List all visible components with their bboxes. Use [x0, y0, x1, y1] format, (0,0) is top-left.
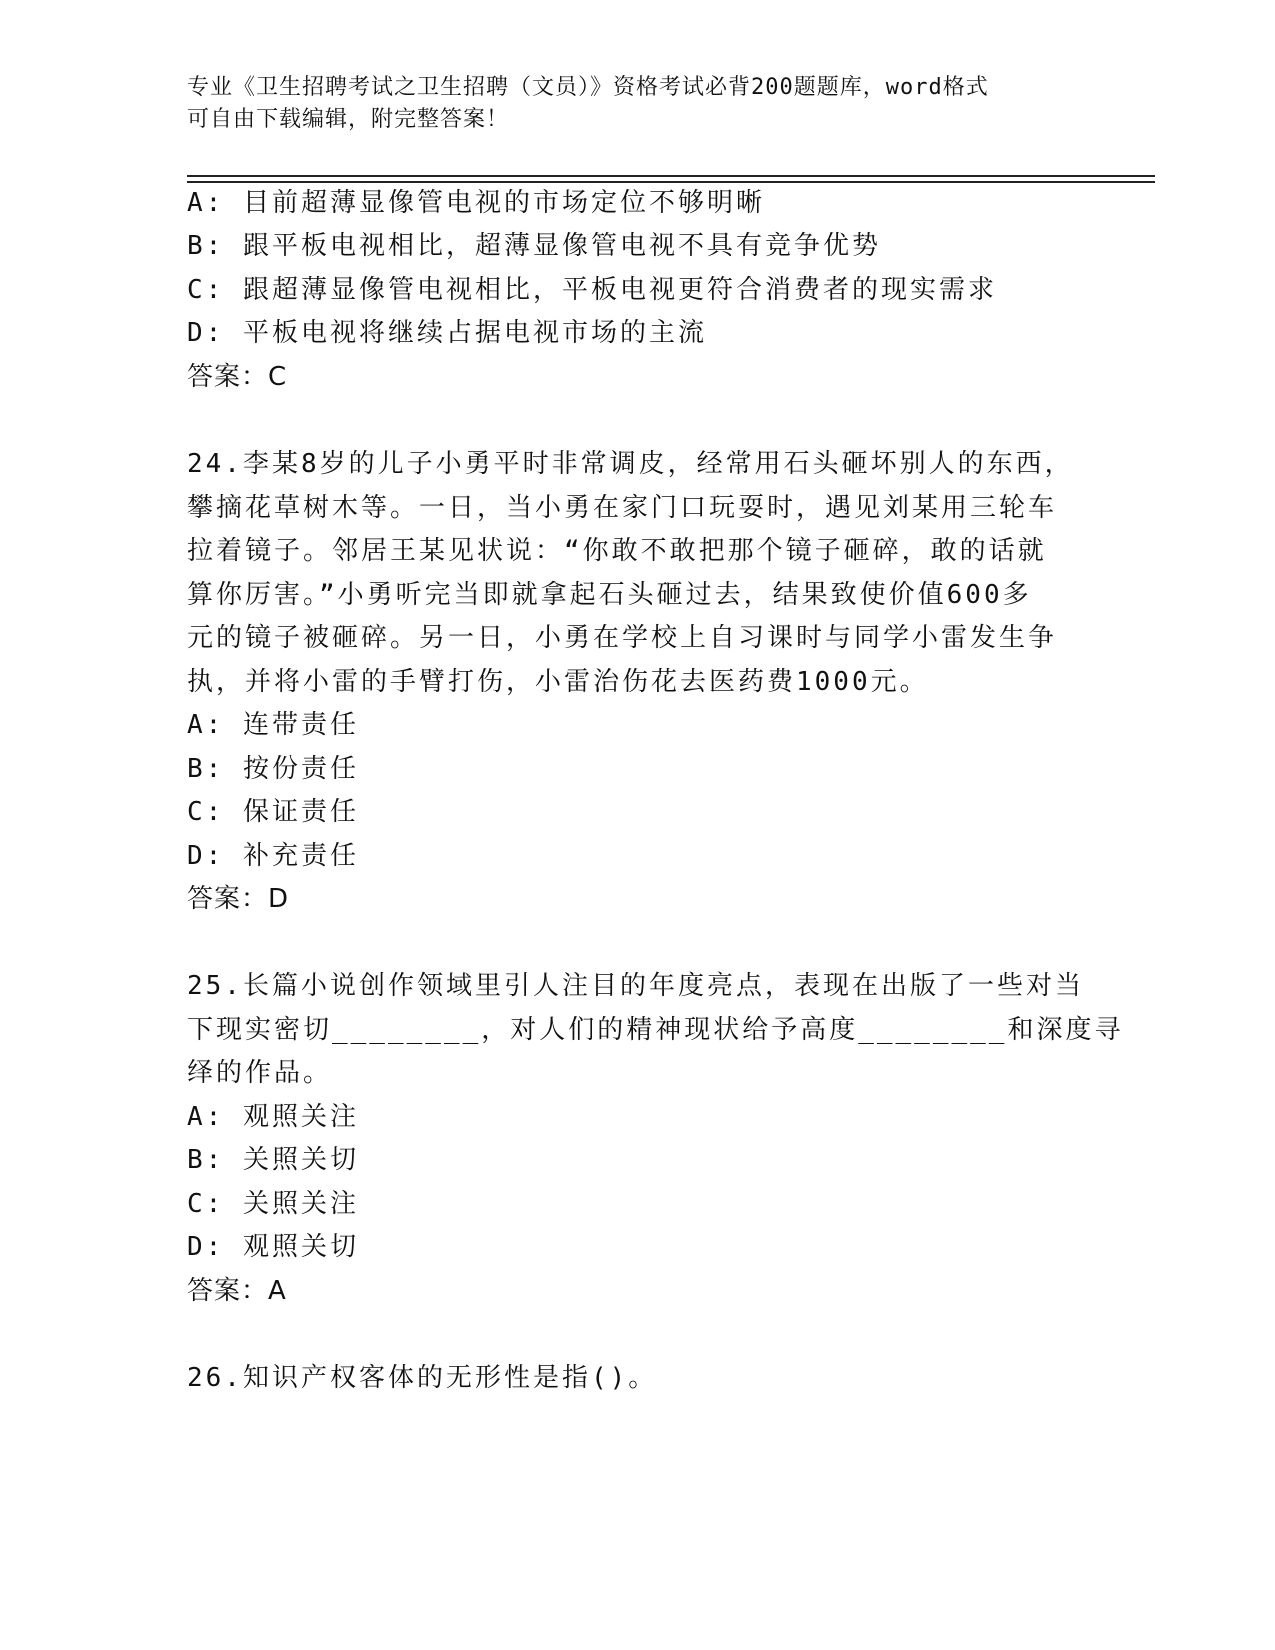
option-a: A: 观照关注: [187, 1102, 359, 1132]
question-stem-line: 26.知识产权客体的无形性是指()。: [187, 1363, 658, 1393]
header-line-2: 可自由下载编辑，附完整答案！: [187, 107, 510, 132]
option-c: C: 跟超薄显像管电视相比，平板电视更符合消费者的现实需求: [187, 275, 997, 305]
option-c: C: 关照关注: [187, 1189, 359, 1219]
question-stem-line: 攀摘花草树木等。一日，当小勇在家门口玩耍时，遇见刘某用三轮车: [187, 493, 1058, 523]
question-stem-line: 25.长篇小说创作领域里引人注目的年度亮点，表现在出版了一些对当: [187, 971, 1084, 1001]
document-header: [187, 72, 1067, 136]
option-d: D: 观照关切: [187, 1232, 359, 1262]
option-a: A: 连带责任: [187, 710, 359, 740]
question-stem-line: 元的镜子被砸碎。另一日，小勇在学校上自习课时与同学小雷发生争: [187, 623, 1058, 653]
option-d: D: 补充责任: [187, 841, 359, 871]
question-stem-line: 绎的作品。: [187, 1058, 333, 1088]
question-stem-line: 执，并将小雷的手臂打伤，小雷治伤花去医药费1000元。: [187, 667, 929, 697]
option-a: A: 目前超薄显像管电视的市场定位不够明晰: [187, 188, 765, 218]
option-b: B: 跟平板电视相比，超薄显像管电视不具有竞争优势: [187, 231, 881, 261]
question-stem-line: 算你厉害。”小勇听完当即就拿起石头砸过去，结果致使价值600多: [187, 580, 1032, 610]
option-d: D: 平板电视将继续占据电视市场的主流: [187, 318, 707, 348]
option-b: B: 关照关切: [187, 1145, 359, 1175]
answer: 答案：A: [187, 1276, 287, 1306]
question-stem-line: 下现实密切________，对人们的精神现状给予高度________和深度寻: [187, 1015, 1124, 1045]
question-stem-line: 拉着镜子。邻居王某见状说：“你敢不敢把那个镜子砸碎，敢的话就: [187, 536, 1047, 566]
answer: 答案：D: [187, 884, 290, 914]
answer: 答案：C: [187, 362, 288, 392]
option-c: C: 保证责任: [187, 797, 359, 827]
header-line-1: 专业《卫生招聘考试之卫生招聘（文员）》资格考试必背200题题库，word格式: [187, 75, 989, 100]
question-stem-line: 24.李某8岁的儿子小勇平时非常调皮，经常用石头砸坏别人的东西，: [187, 449, 1074, 479]
option-b: B: 按份责任: [187, 754, 359, 784]
header-divider-top: [187, 175, 1155, 177]
